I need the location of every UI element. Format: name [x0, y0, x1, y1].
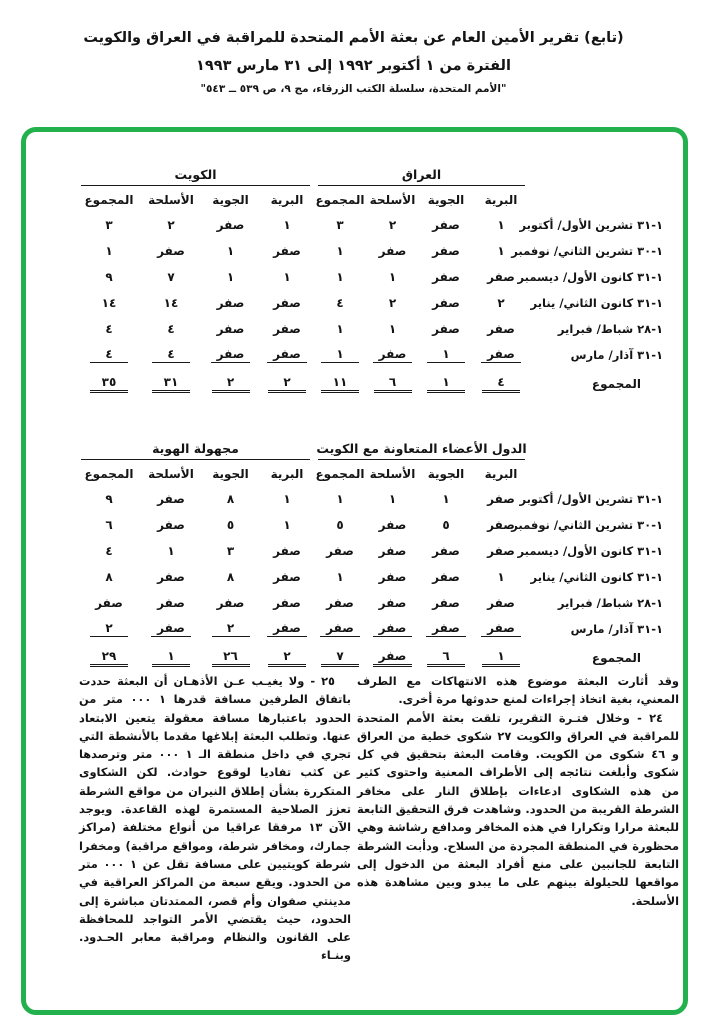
body-text-columns — [79, 672, 679, 965]
paragraph-continuation: وقد أثارت البعثة موضوع هذه الانتهاكات مع الطرف المعني، بغية اتخاذ إجراءات لمنع حدوثها مرة أخرى. — [357, 674, 679, 707]
paragraph-25: ٢٥ - ولا يغيـب عـن الأذهـان أن البعثة حددت باتفاق الطرفين مسافة قدرها ١ ٠٠٠ متر من الحدود باعتبارها مسافة معقولة يتعين الابتعاد عنها. وتطلب البعثة إبلاغها مقدما بالأنشطة التي تجري في داخل منطقة الـ ١ ٠٠٠ متر وترصدها عن كثب تفاديا لوقوع حوادث. لكن الشكاوى المتكررة بشأن إطلاق النيران من مواقع الشرطة تعزز الصلاحية المستمرة لهذه القاعدة. ويوجد الآن ١٣ مرفقا عراقيا من أنواع مختلفة (مراكز جمارك، ومخافر شرطة، ومواقع مراقبة) ومخفرا شرطة كويتيين على مسافة تقل عن ١ ٠٠٠ متر من الحدود. ويقع سبعة من المراكز العراقية في مدينتي صفوان وأم قصر، الممتدتان مباشرة إلى الحدود، حيث يقتضي الأمر التواجد للمحافظة على القانون والنظام ومراقبة معابر الحـدود. وبنـاء — [79, 674, 351, 963]
column-header: الجوية — [427, 193, 465, 207]
value-cell — [314, 564, 366, 590]
value-text: صفر — [216, 596, 245, 610]
value-text: ٢٩ — [90, 649, 128, 667]
value-text: ١ — [336, 322, 344, 336]
value-text: ١ — [497, 218, 505, 232]
value-cell — [314, 590, 366, 616]
value-text: ٤ — [482, 375, 520, 393]
value-cell — [366, 316, 419, 342]
value-text: ١ — [336, 270, 344, 284]
value-cell — [473, 290, 529, 316]
value-text: ١٤ — [101, 296, 117, 310]
value-text: صفر — [273, 244, 301, 258]
value-cell — [473, 616, 529, 642]
value-cell — [473, 538, 529, 564]
total-value-cell — [419, 368, 473, 400]
value-text: صفر — [157, 518, 185, 532]
value-text: ٣٥ — [90, 375, 128, 393]
value-text: ١ — [283, 270, 291, 284]
value-text: صفر — [273, 570, 301, 584]
total-value-cell — [366, 642, 419, 674]
value-cell — [201, 342, 260, 368]
value-text: ٨ — [226, 570, 235, 584]
column-header: المجموع — [84, 193, 134, 207]
value-text: صفر — [267, 621, 307, 637]
value-text: ٩ — [105, 270, 113, 284]
violations-table-set-1 — [77, 156, 669, 400]
value-cell — [366, 290, 419, 316]
column-header: الأسلحة — [369, 193, 416, 207]
value-cell — [366, 564, 419, 590]
value-text: صفر — [432, 322, 460, 336]
value-text: صفر — [378, 518, 407, 532]
value-cell — [366, 212, 419, 238]
value-cell — [366, 538, 419, 564]
value-cell — [201, 538, 260, 564]
date-column-spacer — [529, 430, 669, 460]
value-cell — [419, 512, 473, 538]
value-cell — [77, 590, 141, 616]
value-text: صفر — [432, 544, 460, 558]
value-text: صفر — [487, 322, 515, 336]
value-cell — [77, 486, 141, 512]
value-cell — [201, 590, 260, 616]
value-cell — [77, 564, 141, 590]
value-cell — [473, 342, 529, 368]
value-text: ٢ — [268, 375, 306, 393]
value-text: ٢ — [167, 218, 175, 232]
value-cell — [419, 590, 473, 616]
value-text: ١ — [442, 492, 450, 506]
value-cell — [473, 564, 529, 590]
total-value-cell — [201, 642, 260, 674]
column-header: المجموع — [84, 467, 134, 481]
value-text: صفر — [378, 544, 407, 558]
value-cell — [77, 264, 141, 290]
column-header: البرية — [484, 467, 518, 481]
value-text: ٤ — [90, 347, 128, 363]
column-header: الجوية — [427, 467, 465, 481]
value-text: ٩ — [105, 492, 113, 506]
value-text: ٢ — [388, 218, 397, 232]
value-text: ٢ — [90, 621, 128, 637]
total-value-cell — [77, 368, 141, 400]
value-text: ١ — [482, 649, 520, 667]
value-text: ١ — [336, 492, 344, 506]
value-cell — [141, 316, 201, 342]
row-period-label: ١-٣٠ تشرين الثاني/ نوفمبر — [511, 244, 663, 258]
row-period-label: ١-٢٨ شباط/ فبراير — [557, 596, 663, 610]
column-header: الأسلحة — [148, 467, 194, 481]
value-cell — [366, 238, 419, 264]
value-cell — [201, 486, 260, 512]
value-text: ٢ — [268, 649, 306, 667]
value-cell — [201, 316, 260, 342]
value-text: ٤ — [105, 544, 113, 558]
value-cell — [314, 486, 366, 512]
value-text: صفر — [378, 570, 407, 584]
value-text: ٤ — [336, 296, 344, 310]
value-cell — [260, 342, 314, 368]
value-cell — [473, 486, 529, 512]
row-period-label: ١-٣١ كانون الأول/ ديسمبر — [517, 270, 663, 284]
total-value-cell — [141, 368, 201, 400]
value-cell — [473, 590, 529, 616]
column-header: المجموع — [315, 467, 365, 481]
value-text: صفر — [432, 596, 460, 610]
value-text: صفر — [157, 570, 185, 584]
value-text: ١ — [497, 570, 505, 584]
value-cell — [314, 512, 366, 538]
value-cell — [419, 316, 473, 342]
value-cell — [260, 290, 314, 316]
value-text: ٨ — [105, 570, 113, 584]
value-text: ١ — [388, 492, 397, 506]
value-cell — [260, 316, 314, 342]
value-cell — [473, 238, 529, 264]
value-text: ٧ — [167, 270, 175, 284]
value-text: صفر — [373, 649, 413, 667]
value-cell — [366, 512, 419, 538]
value-text: صفر — [211, 347, 251, 363]
row-period-label: ١-٣١ كانون الأول/ ديسمبر — [517, 544, 663, 558]
value-cell — [141, 290, 201, 316]
value-cell — [419, 212, 473, 238]
total-value-cell — [314, 642, 366, 674]
header-row-spacer — [529, 186, 669, 212]
row-period-label: ١-٣١ تشرين الأول/ أكتوبر — [519, 218, 663, 232]
total-value-cell — [260, 642, 314, 674]
value-cell — [314, 238, 366, 264]
value-text: صفر — [432, 218, 460, 232]
value-cell — [260, 264, 314, 290]
value-cell — [366, 342, 419, 368]
value-cell — [419, 486, 473, 512]
value-cell — [419, 290, 473, 316]
row-period-label: ١-٣٠ تشرين الثاني/ نوفمبر — [511, 518, 663, 532]
value-cell — [77, 342, 141, 368]
value-text: صفر — [216, 218, 245, 232]
value-text: صفر — [481, 347, 521, 363]
value-cell — [419, 238, 473, 264]
value-text: ١ — [226, 270, 235, 284]
value-text: صفر — [157, 492, 185, 506]
row-period-label: ١-٢٨ شباط/ فبراير — [557, 322, 663, 336]
value-cell — [419, 342, 473, 368]
value-text: ٣ — [105, 218, 113, 232]
total-value-cell — [473, 642, 529, 674]
value-cell — [201, 290, 260, 316]
value-text: صفر — [273, 296, 301, 310]
value-text: ٢ — [388, 296, 397, 310]
value-text: صفر — [432, 296, 460, 310]
value-text: ١ — [427, 375, 465, 393]
value-text: ١ — [388, 322, 397, 336]
right-table-title: العراق — [318, 156, 525, 186]
total-value-cell — [473, 368, 529, 400]
value-cell — [314, 264, 366, 290]
value-text: صفر — [378, 596, 407, 610]
value-text: صفر — [273, 322, 301, 336]
column-header: الأسلحة — [369, 467, 416, 481]
value-text: ١ — [283, 218, 291, 232]
value-text: ١ — [283, 492, 291, 506]
value-text: صفر — [151, 621, 191, 637]
value-cell — [419, 538, 473, 564]
value-cell — [201, 238, 260, 264]
left-table-title: مجهولة الهوية — [81, 430, 310, 460]
value-text: ٦ — [374, 375, 412, 393]
value-text: ٤ — [105, 322, 113, 336]
value-cell — [141, 264, 201, 290]
value-text: ٣ — [336, 218, 344, 232]
value-text: صفر — [432, 270, 460, 284]
value-cell — [260, 212, 314, 238]
value-text: صفر — [487, 270, 515, 284]
total-row-label: المجموع — [591, 651, 641, 665]
value-cell — [260, 590, 314, 616]
value-text: ٤ — [152, 347, 190, 363]
value-cell — [77, 512, 141, 538]
value-text: ١١ — [321, 375, 359, 393]
value-cell — [201, 512, 260, 538]
value-text: ١ — [283, 518, 291, 532]
right-table-title: الدول الأعضاء المتعاونة مع الكويت — [318, 430, 525, 460]
value-text: صفر — [273, 596, 301, 610]
value-text: صفر — [487, 544, 515, 558]
value-text: صفر — [273, 544, 301, 558]
value-text: صفر — [378, 244, 407, 258]
value-cell — [141, 342, 201, 368]
value-text: ١ — [152, 649, 190, 667]
value-cell — [260, 616, 314, 642]
value-text: صفر — [216, 322, 245, 336]
text-column-left — [79, 672, 351, 965]
value-text: صفر — [432, 570, 460, 584]
value-text: ١٤ — [163, 296, 179, 310]
value-cell — [141, 238, 201, 264]
value-text: ١ — [336, 570, 344, 584]
value-text: صفر — [157, 596, 185, 610]
value-text: صفر — [481, 621, 521, 637]
column-header: البرية — [270, 193, 304, 207]
value-cell — [314, 342, 366, 368]
value-text: صفر — [487, 596, 515, 610]
left-table-title: الكويت — [81, 156, 310, 186]
value-cell — [77, 538, 141, 564]
value-cell — [141, 590, 201, 616]
value-text: صفر — [487, 492, 515, 506]
value-text: ٢ — [497, 296, 505, 310]
value-cell — [77, 616, 141, 642]
content-frame — [21, 127, 688, 1015]
total-value-cell — [141, 642, 201, 674]
value-text: ٥ — [336, 518, 344, 532]
value-cell — [473, 264, 529, 290]
row-period-label: ١-٣١ آذار/ مارس — [570, 622, 663, 636]
column-header: الجوية — [212, 193, 249, 207]
paragraph-24: ٢٤ - وخلال فتـرة التقرير، تلقت بعثة الأمم المتحدة للمراقبة في العراق والكويت ٢٧ شكوى خطية من العراق و ٤٦ شكوى من الكويت. وقامت البعثة بتحقيق في كل شكوى وأبلغت نتائجه إلى الأطراف المعنية واحتوى كثير من هذه الشكاوى ادعاءات بإطلاق النار على مخافر الشرطة القريبة من الحدود. وشاهدت فرق التحقيق التابعة للبعثة مرارا وتكرارا في هذه المخافر ومدافع رشاشة وهي محظورة في المنطقة المجردة من السلاح. ودأبت الشرطة التابعة للجانبين على منع أفراد البعثة من الدخول إلى مواقعها للحيلولة بينهم على ما يبدو وبين مشاهدة هذه الأسلحة. — [357, 710, 680, 908]
row-period-label: ١-٣١ كانون الثاني/ يناير — [530, 296, 663, 310]
column-header: الجوية — [212, 467, 249, 481]
value-cell — [314, 212, 366, 238]
report-title-line-2: الفترة من ١ أكتوبر ١٩٩٢ إلى ٣١ مارس ١٩٩٣ — [196, 58, 511, 74]
value-cell — [141, 564, 201, 590]
value-text: ١ — [226, 244, 235, 258]
total-value-cell — [260, 368, 314, 400]
value-text: ٢٦ — [212, 649, 250, 667]
value-cell — [366, 486, 419, 512]
value-text: صفر — [320, 621, 360, 637]
value-text: ١ — [336, 244, 344, 258]
value-text: صفر — [157, 244, 185, 258]
value-text: ١ — [427, 347, 465, 363]
value-text: ٦ — [105, 518, 113, 532]
value-cell — [260, 538, 314, 564]
report-source-line: "الأمم المتحدة، سلسلة الكتب الزرقاء، مج ٩، ص ٥٣٩ ــ ٥٤٣" — [200, 83, 507, 95]
header-row-spacer — [529, 460, 669, 486]
row-period-label: ١-٣١ تشرين الأول/ أكتوبر — [519, 492, 663, 506]
value-cell — [366, 616, 419, 642]
value-text: ٢ — [212, 621, 250, 637]
total-row-label: المجموع — [591, 377, 641, 391]
value-text: ٧ — [321, 649, 359, 667]
value-cell — [260, 486, 314, 512]
date-column-spacer — [529, 156, 669, 186]
value-text: ٣ — [226, 544, 235, 558]
value-text: ١ — [105, 244, 113, 258]
value-cell — [201, 564, 260, 590]
value-cell — [141, 486, 201, 512]
value-cell — [314, 616, 366, 642]
value-cell — [77, 316, 141, 342]
report-title-line-1: (تابع) تقرير الأمين العام عن بعثة الأمم المتحدة للمراقبة في العراق والكويت — [83, 30, 624, 46]
value-cell — [141, 538, 201, 564]
value-text: صفر — [267, 347, 307, 363]
value-cell — [419, 564, 473, 590]
value-cell — [366, 590, 419, 616]
value-cell — [141, 512, 201, 538]
value-cell — [201, 616, 260, 642]
value-text: صفر — [373, 347, 413, 363]
value-text: ٥ — [226, 518, 235, 532]
value-text: ٦ — [427, 649, 465, 667]
value-text: ٥ — [442, 518, 450, 532]
column-header: البرية — [270, 467, 304, 481]
row-period-label: ١-٣١ كانون الثاني/ يناير — [530, 570, 663, 584]
value-cell — [473, 212, 529, 238]
value-cell — [260, 238, 314, 264]
value-text: صفر — [426, 621, 466, 637]
total-value-cell — [77, 642, 141, 674]
value-text: ١ — [388, 270, 397, 284]
value-cell — [201, 212, 260, 238]
value-cell — [201, 264, 260, 290]
column-header: البرية — [484, 193, 518, 207]
text-column-right — [357, 672, 679, 965]
value-cell — [260, 564, 314, 590]
violations-table-set-2 — [77, 430, 669, 674]
total-value-cell — [314, 368, 366, 400]
value-cell — [473, 316, 529, 342]
value-cell — [473, 512, 529, 538]
value-text: صفر — [216, 296, 245, 310]
value-cell — [141, 616, 201, 642]
value-text: ٣١ — [152, 375, 190, 393]
value-cell — [77, 212, 141, 238]
total-value-cell — [419, 642, 473, 674]
value-cell — [366, 264, 419, 290]
value-cell — [314, 290, 366, 316]
value-text: صفر — [326, 544, 354, 558]
value-text: صفر — [95, 596, 123, 610]
value-text: ٨ — [226, 492, 235, 506]
value-cell — [314, 538, 366, 564]
value-text: ٤ — [167, 322, 175, 336]
value-text: ١ — [497, 244, 505, 258]
value-cell — [419, 616, 473, 642]
value-cell — [77, 290, 141, 316]
value-cell — [77, 238, 141, 264]
row-period-label: ١-٣١ آذار/ مارس — [570, 348, 663, 362]
value-cell — [141, 212, 201, 238]
value-cell — [260, 512, 314, 538]
total-value-cell — [366, 368, 419, 400]
column-header: المجموع — [315, 193, 365, 207]
value-text: صفر — [326, 596, 354, 610]
column-header: الأسلحة — [148, 193, 194, 207]
value-text: صفر — [373, 621, 413, 637]
value-cell — [314, 316, 366, 342]
value-text: ٢ — [212, 375, 250, 393]
value-text: صفر — [487, 518, 515, 532]
value-text: ١ — [167, 544, 175, 558]
value-cell — [419, 264, 473, 290]
report-header — [0, 30, 707, 95]
value-text: صفر — [432, 244, 460, 258]
total-value-cell — [201, 368, 260, 400]
value-text: ١ — [321, 347, 359, 363]
